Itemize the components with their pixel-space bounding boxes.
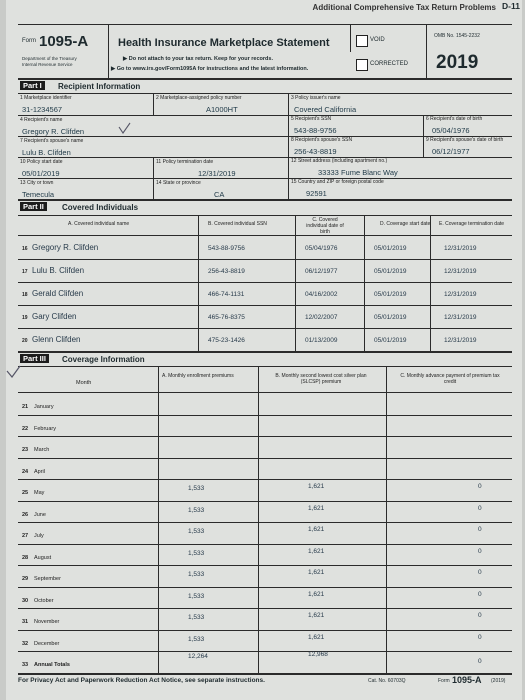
p3-col-b: B. Monthly second lowest cost silver plan (SLCSP) premium	[275, 373, 367, 385]
row-number: 26	[22, 511, 29, 518]
f4-label: 4 Recipient's name	[20, 117, 63, 123]
dept-treasury: Department of the Treasury	[22, 56, 77, 61]
monthly-premium: 1,533	[188, 592, 205, 600]
check-mark-icon	[6, 365, 24, 381]
f7-label: 7 Recipient's spouse's name	[20, 138, 84, 144]
coverage-end: 12/31/2019	[444, 268, 477, 275]
form-label: Form	[22, 38, 36, 44]
advance-ptc: 0	[478, 483, 482, 490]
p3-col-a: A. Monthly enrollment premiums	[162, 373, 234, 379]
f11-label: 11 Policy termination date	[156, 159, 214, 165]
slcsp-premium: 1,621	[308, 547, 325, 555]
covered-name: Lulu B. Clifden	[32, 266, 85, 275]
part3-label: Part III	[20, 354, 49, 363]
advance-ptc: 0	[478, 569, 482, 576]
monthly-premium: 1,533	[188, 485, 205, 492]
covered-ssn: 466-74-1131	[208, 291, 245, 298]
part3-title: Coverage Information	[62, 355, 145, 364]
f1-label: 1 Marketplace identifier	[20, 95, 72, 101]
form-year: 2019	[436, 52, 479, 73]
covered-dob: 06/12/1977	[305, 268, 338, 275]
month-label: June	[34, 511, 46, 518]
form-1095a	[18, 24, 512, 696]
covered-name: Glenn Clifden	[32, 335, 81, 344]
corrected-checkbox[interactable]	[356, 59, 368, 71]
advance-ptc: 0	[478, 590, 482, 598]
row-number: 32	[22, 640, 29, 647]
p2-col-d: D. Coverage start date	[380, 221, 431, 227]
covered-ssn: 256-43-8819	[208, 268, 245, 275]
row-number: 22	[22, 425, 29, 432]
slcsp-premium: 1,621	[308, 483, 325, 490]
book-page-number: D-11	[502, 1, 520, 11]
footer-form-number: 1095-A	[452, 675, 482, 685]
f11-value: 12/31/2019	[198, 169, 236, 178]
photographed-page	[6, 0, 522, 700]
coverage-start: 05/01/2019	[374, 337, 407, 344]
row-number: 30	[22, 597, 29, 604]
f8-value: 256-43-8819	[294, 147, 337, 156]
row-number: 17	[22, 269, 28, 275]
coverage-start: 05/01/2019	[374, 268, 407, 275]
month-label: April	[34, 468, 46, 475]
month-label: October	[34, 597, 54, 604]
f10-value: 05/01/2019	[22, 169, 60, 178]
row-number: 25	[22, 490, 29, 496]
privacy-notice: For Privacy Act and Paperwork Reduction Act Notice, see separate instructions.	[18, 677, 265, 684]
part2-label: Part II	[20, 202, 47, 211]
covered-dob: 12/02/2007	[305, 314, 338, 321]
monthly-premium: 1,533	[188, 528, 205, 535]
coverage-start: 05/01/2019	[374, 245, 407, 252]
p2-col-e: E. Coverage termination date	[439, 221, 505, 227]
month-label: March	[34, 447, 50, 453]
row-number: 27	[22, 533, 29, 539]
advance-ptc: 0	[478, 547, 482, 555]
irs-label: Internal Revenue Service	[22, 62, 73, 67]
void-checkbox[interactable]	[356, 35, 368, 47]
f9-label: 9 Recipient's spouse's date of birth	[426, 137, 504, 143]
row-number: 21	[22, 404, 29, 410]
f14-value: CA	[214, 190, 225, 199]
advance-ptc: 0	[478, 658, 482, 665]
monthly-premium: 1,533	[188, 614, 205, 621]
coverage-end: 12/31/2019	[444, 291, 477, 298]
f3-label: 3 Policy issuer's name	[291, 95, 341, 101]
part2-title: Covered Individuals	[62, 203, 139, 212]
coverage-start: 05/01/2019	[374, 291, 407, 298]
p2-col-c: C. Covered individual date of birth	[306, 217, 344, 235]
slcsp-premium: 1,621	[308, 569, 325, 576]
f6-label: 6 Recipient's date of birth	[426, 116, 483, 122]
part1-title: Recipient Information	[58, 82, 141, 91]
form-number: 1095-A	[39, 33, 89, 50]
covered-dob: 04/16/2002	[305, 291, 338, 298]
slcsp-premium: 1,621	[308, 526, 325, 533]
advance-ptc: 0	[478, 526, 482, 533]
month-label: February	[34, 425, 57, 432]
advance-ptc: 0	[478, 633, 482, 641]
f15-value: 92591	[306, 189, 327, 198]
monthly-premium: 1,533	[188, 549, 205, 557]
month-label: May	[34, 490, 45, 496]
covered-ssn: 543-88-9756	[208, 245, 245, 252]
month-label: Annual Totals	[34, 662, 70, 668]
row-number: 23	[22, 447, 29, 453]
covered-name: Gregory R. Clifden	[32, 243, 99, 252]
month-label: July	[34, 533, 44, 539]
coverage-end: 12/31/2019	[444, 337, 477, 344]
omb-number: OMB No. 1545-2232	[434, 33, 480, 39]
f13-value: Temecula	[22, 190, 55, 199]
covered-ssn: 475-23-1426	[208, 337, 245, 344]
f5-label: 5 Recipient's SSN	[291, 116, 332, 122]
f3-value: Covered California	[294, 105, 357, 114]
p3-col-month: Month	[76, 380, 92, 386]
slcsp-premium: 1,621	[308, 504, 325, 512]
check-mark-icon	[118, 122, 132, 136]
void-label: VOID	[370, 37, 385, 43]
covered-name: Gary Clifden	[32, 312, 77, 321]
monthly-premium: 1,533	[188, 506, 205, 514]
row-number: 24	[22, 468, 29, 475]
slcsp-premium: 1,621	[308, 612, 325, 619]
f8-label: 8 Recipient's spouse's SSN	[291, 137, 353, 143]
covered-ssn: 465-76-8375	[208, 314, 245, 321]
coverage-end: 12/31/2019	[444, 245, 477, 252]
month-label: December	[34, 640, 60, 647]
footer-form-label: Form	[438, 678, 450, 684]
cat-number: Cat. No. 60703Q	[368, 678, 406, 684]
advance-ptc: 0	[478, 612, 482, 619]
f12-value: 33333 Fume Blanc Way	[318, 168, 398, 177]
covered-dob: 01/13/2009	[305, 337, 338, 344]
corrected-label: CORRECTED	[370, 61, 409, 67]
p2-col-b: B. Covered individual SSN	[208, 221, 267, 227]
f4-value: Gregory R. Clifden	[22, 127, 85, 136]
row-number: 16	[22, 246, 28, 252]
f7-value: Lulu B. Clifden	[22, 148, 71, 157]
f12-label: 12 Street address (including apartment no.)	[291, 158, 388, 164]
f15-label: 15 Country and ZIP or foreign postal code	[291, 179, 384, 185]
f2-value: A1000HT	[206, 105, 238, 114]
row-number: 20	[22, 338, 28, 344]
row-number: 28	[22, 554, 29, 561]
p2-col-a: A. Covered individual name	[68, 221, 130, 227]
month-label: January	[34, 404, 54, 410]
row-number: 29	[22, 576, 29, 582]
slcsp-premium: 12,968	[308, 651, 328, 658]
f1-value: 31-1234567	[22, 105, 63, 114]
book-header-title: Additional Comprehensive Tax Return Problems	[312, 3, 496, 12]
coverage-start: 05/01/2019	[374, 314, 407, 321]
form-title: Health Insurance Marketplace Statement	[118, 37, 330, 49]
row-number: 19	[22, 315, 28, 321]
monthly-premium: 1,533	[188, 571, 205, 578]
slcsp-premium: 1,621	[308, 590, 325, 598]
footer-year: (2019)	[491, 678, 506, 684]
f6-value: 05/04/1976	[432, 126, 470, 135]
advance-ptc: 0	[478, 504, 482, 512]
month-label: November	[34, 619, 60, 625]
monthly-premium: 1,533	[188, 635, 205, 643]
p3-col-c: C. Monthly advance payment of premium tax credit	[400, 373, 500, 385]
month-label: August	[34, 554, 52, 561]
row-number: 31	[22, 619, 29, 625]
f13-label: 13 City or town	[20, 180, 54, 186]
coverage-end: 12/31/2019	[444, 314, 477, 321]
slcsp-premium: 1,621	[308, 633, 325, 641]
row-number: 33	[22, 662, 29, 668]
month-label: September	[34, 576, 61, 582]
covered-dob: 05/04/1976	[305, 245, 338, 252]
f5-value: 543-88-9756	[294, 126, 337, 135]
f2-label: 2 Marketplace-assigned policy number	[156, 95, 242, 101]
f10-label: 10 Policy start date	[20, 159, 63, 165]
book-page-header	[6, 0, 522, 16]
f14-label: 14 State or province	[156, 180, 201, 186]
instruction-2: ▶ Go to www.irs.gov/Form1095A for instructions and the latest information.	[111, 66, 309, 72]
instruction-1: ▶ Do not attach to your tax return. Keep for your records.	[123, 56, 274, 62]
monthly-premium: 12,264	[188, 653, 208, 660]
part1-label: Part I	[20, 81, 45, 90]
covered-name: Gerald Clifden	[32, 289, 84, 298]
row-number: 18	[22, 292, 28, 298]
f9-value: 06/12/1977	[432, 147, 470, 156]
